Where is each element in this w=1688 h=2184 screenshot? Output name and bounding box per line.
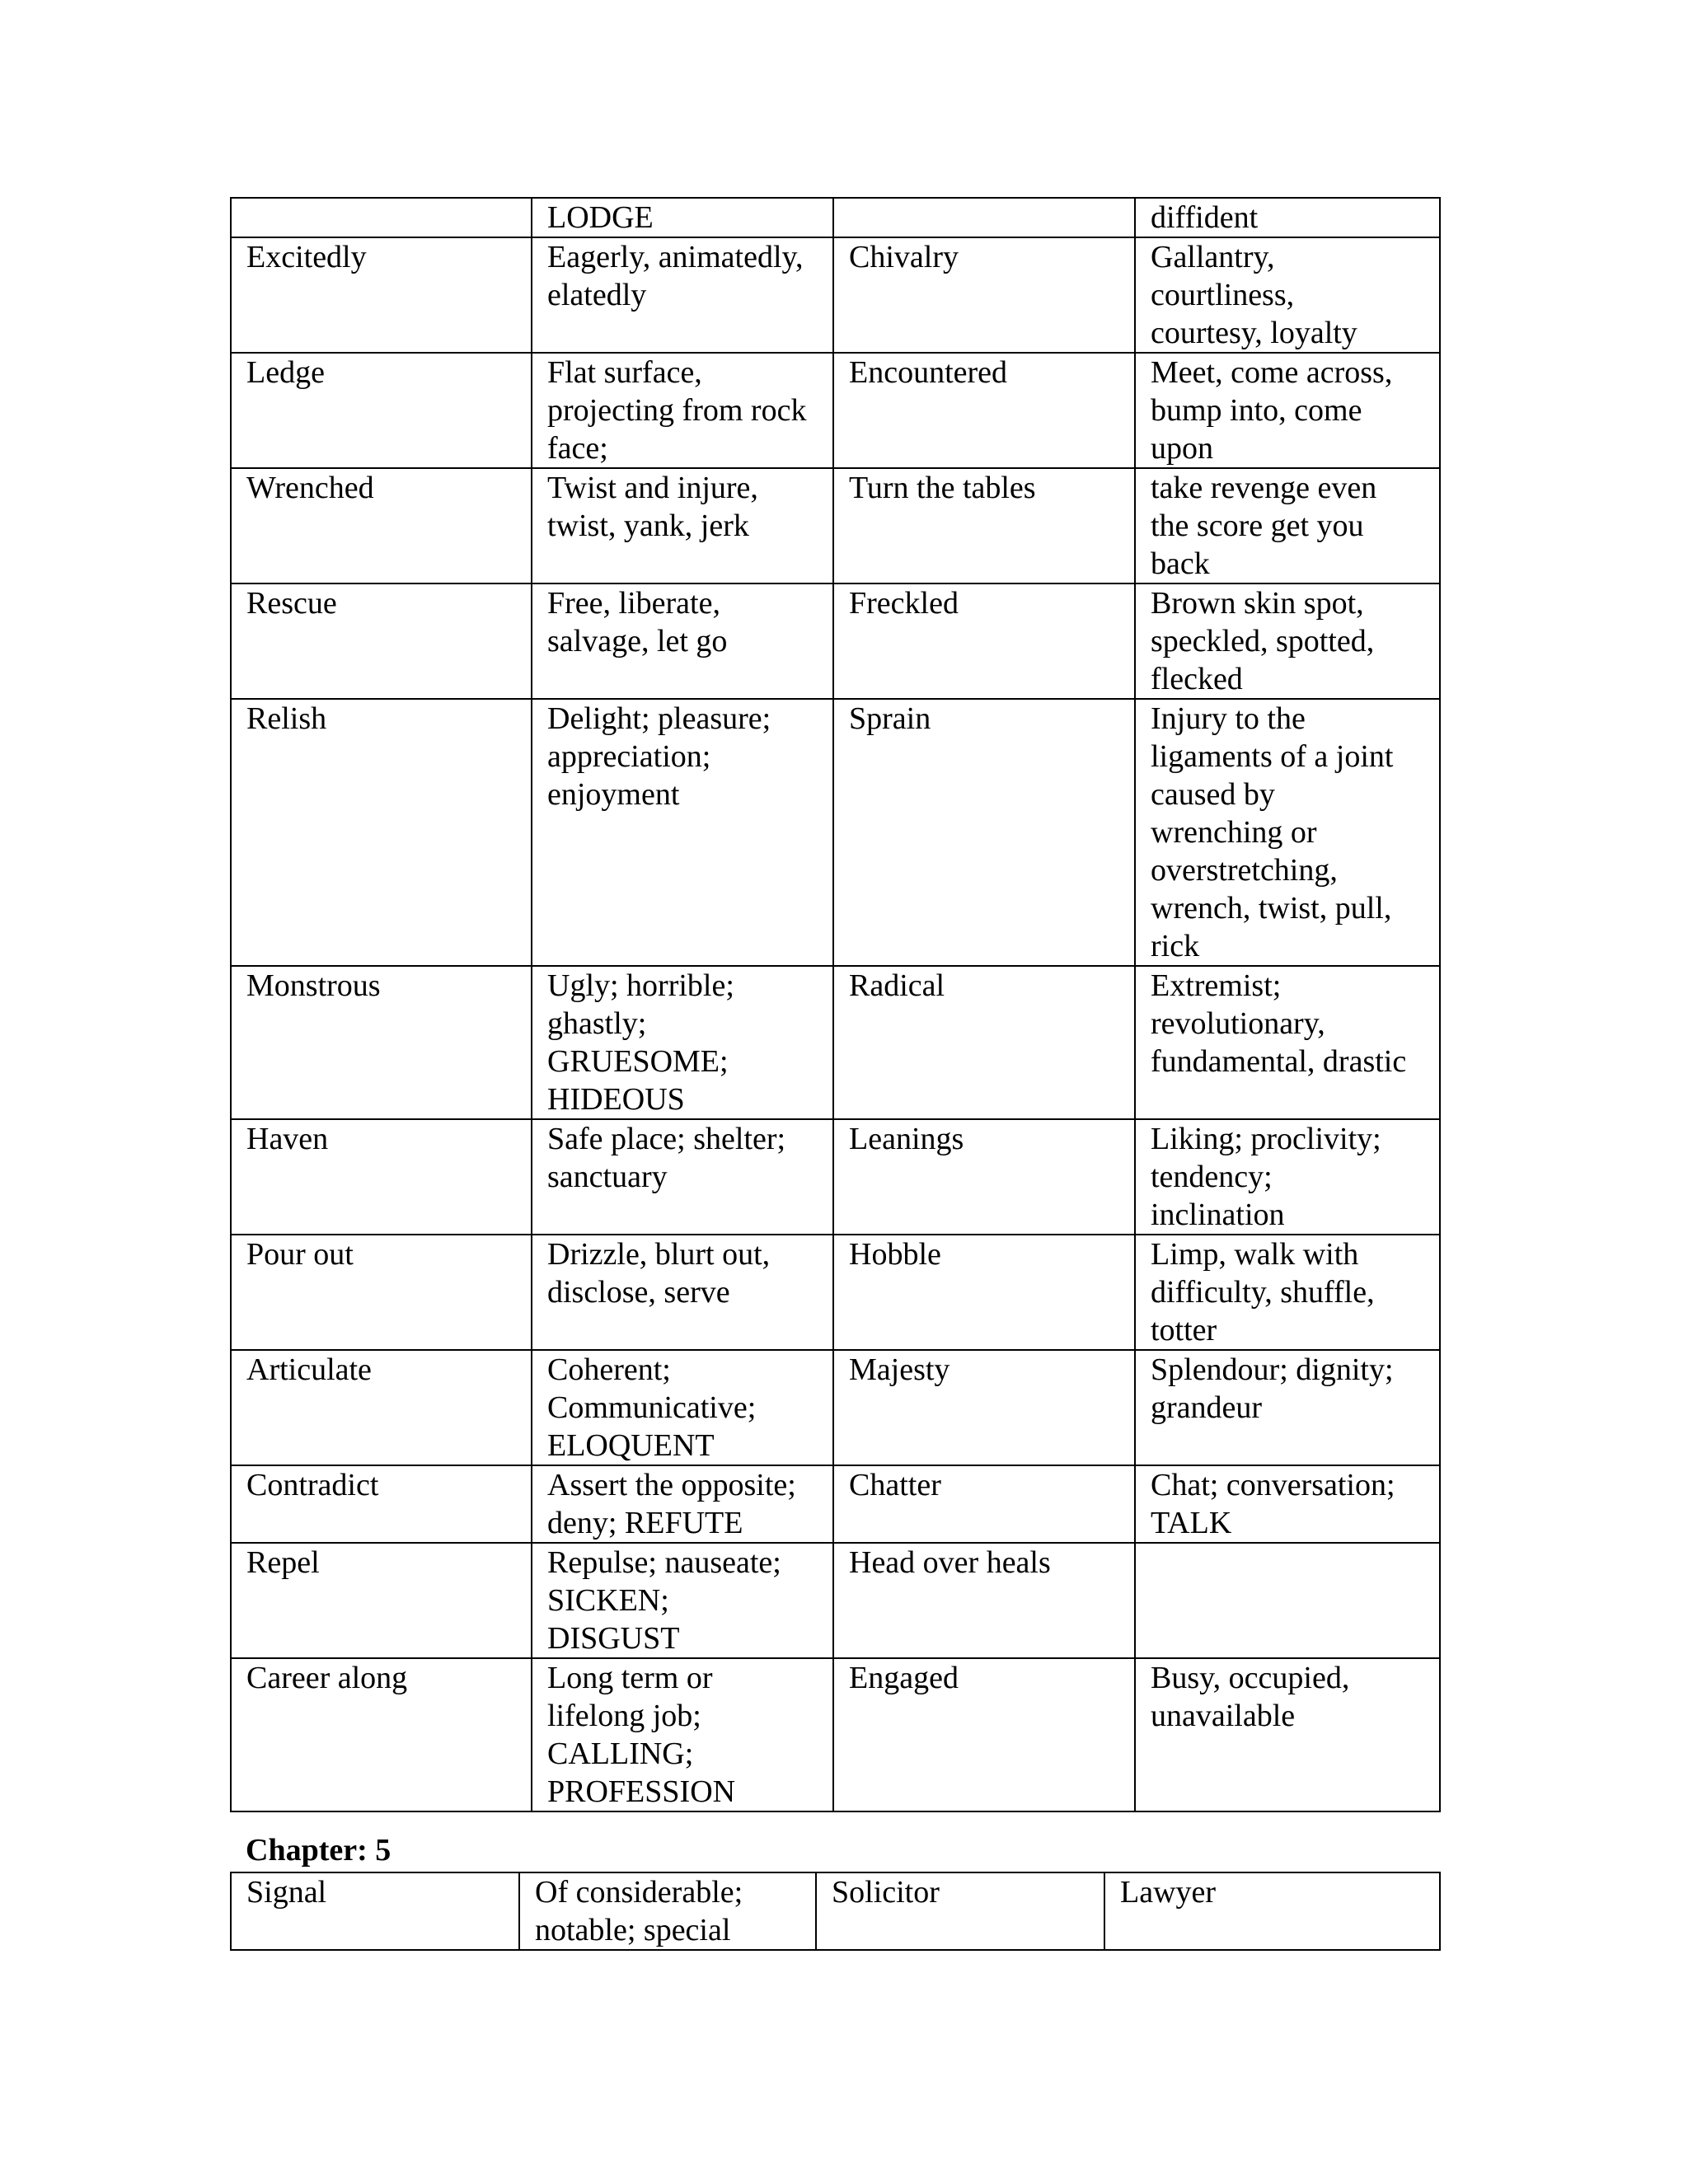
meaning-cell: Chat; conversation; TALK (1135, 1465, 1440, 1543)
table-row (231, 1235, 1440, 1350)
table-row (231, 1350, 1440, 1465)
meaning-cell: Liking; proclivity; tendency; inclination (1135, 1119, 1440, 1235)
table-row (231, 1658, 1440, 1811)
word-cell: Freckled (833, 583, 1135, 699)
word-cell: Haven (231, 1119, 532, 1235)
table-row (231, 1465, 1440, 1543)
word-cell: Encountered (833, 353, 1135, 468)
meaning-cell: LODGE (532, 198, 833, 237)
meaning-cell: Limp, walk with difficulty, shuffle, totter (1135, 1235, 1440, 1350)
word-cell: Hobble (833, 1235, 1135, 1350)
meaning-cell: Long term or lifelong job; CALLING; PROFESSION (532, 1658, 833, 1811)
meaning-cell: Free, liberate, salvage, let go (532, 583, 833, 699)
word-cell: Relish (231, 699, 532, 966)
word-cell: Head over heals (833, 1543, 1135, 1658)
word-cell: Wrenched (231, 468, 532, 583)
meaning-cell: Safe place; shelter; sanctuary (532, 1119, 833, 1235)
word-cell: Chivalry (833, 237, 1135, 353)
meaning-cell: Flat surface, projecting from rock face; (532, 353, 833, 468)
chapter-heading: Chapter: 5 (246, 1833, 392, 1868)
word-cell: Ledge (231, 353, 532, 468)
word-cell: Monstrous (231, 966, 532, 1119)
word-cell: Engaged (833, 1658, 1135, 1811)
meaning-cell: take revenge even the score get you back (1135, 468, 1440, 583)
word-cell: Signal (231, 1872, 519, 1950)
table-row (231, 966, 1440, 1119)
meaning-cell: Assert the opposite; deny; REFUTE (532, 1465, 833, 1543)
meaning-cell: Brown skin spot, speckled, spotted, flecked (1135, 583, 1440, 699)
word-cell: Contradict (231, 1465, 532, 1543)
table-row (231, 353, 1440, 468)
table-row (231, 468, 1440, 583)
chapter-vocabulary-table (230, 1872, 1441, 1951)
meaning-cell: Drizzle, blurt out, disclose, serve (532, 1235, 833, 1350)
word-cell: Repel (231, 1543, 532, 1658)
word-cell: Turn the tables (833, 468, 1135, 583)
table-row (231, 699, 1440, 966)
meaning-cell: Coherent; Communicative; ELOQUENT (532, 1350, 833, 1465)
meaning-cell: Meet, come across, bump into, come upon (1135, 353, 1440, 468)
meaning-cell: Gallantry, courtliness, courtesy, loyalty (1135, 237, 1440, 353)
table-row (231, 198, 1440, 237)
word-cell: Excitedly (231, 237, 532, 353)
meaning-cell: Eagerly, animatedly, elatedly (532, 237, 833, 353)
meaning-cell: Delight; pleasure; appreciation; enjoyment (532, 699, 833, 966)
meaning-cell: Ugly; horrible; ghastly; GRUESOME; HIDEOUS (532, 966, 833, 1119)
table-row (231, 1872, 1440, 1950)
meaning-cell: Injury to the ligaments of a joint caused by wrenching or overstretching, wrench, twist, pull, rick (1135, 699, 1440, 966)
word-cell: Radical (833, 966, 1135, 1119)
word-cell: Leanings (833, 1119, 1135, 1235)
table-row (231, 1119, 1440, 1235)
meaning-cell: Twist and injure, twist, yank, jerk (532, 468, 833, 583)
word-cell (231, 198, 532, 237)
meaning-cell: Of considerable; notable; special (519, 1872, 816, 1950)
word-cell: Sprain (833, 699, 1135, 966)
meaning-cell: Extremist; revolutionary, fundamental, drastic (1135, 966, 1440, 1119)
meaning-cell: Repulse; nauseate; SICKEN; DISGUST (532, 1543, 833, 1658)
meaning-cell: diffident (1135, 198, 1440, 237)
word-cell: Rescue (231, 583, 532, 699)
word-cell: Majesty (833, 1350, 1135, 1465)
meaning-cell: Splendour; dignity; grandeur (1135, 1350, 1440, 1465)
table-row (231, 583, 1440, 699)
word-cell (833, 198, 1135, 237)
word-cell: Pour out (231, 1235, 532, 1350)
word-cell: Chatter (833, 1465, 1135, 1543)
table-row (231, 1543, 1440, 1658)
table-row (231, 237, 1440, 353)
vocabulary-table (230, 197, 1441, 1812)
meaning-cell (1135, 1543, 1440, 1658)
meaning-cell: Lawyer (1104, 1872, 1440, 1950)
word-cell: Career along (231, 1658, 532, 1811)
meaning-cell: Busy, occupied, unavailable (1135, 1658, 1440, 1811)
word-cell: Solicitor (816, 1872, 1104, 1950)
word-cell: Articulate (231, 1350, 532, 1465)
